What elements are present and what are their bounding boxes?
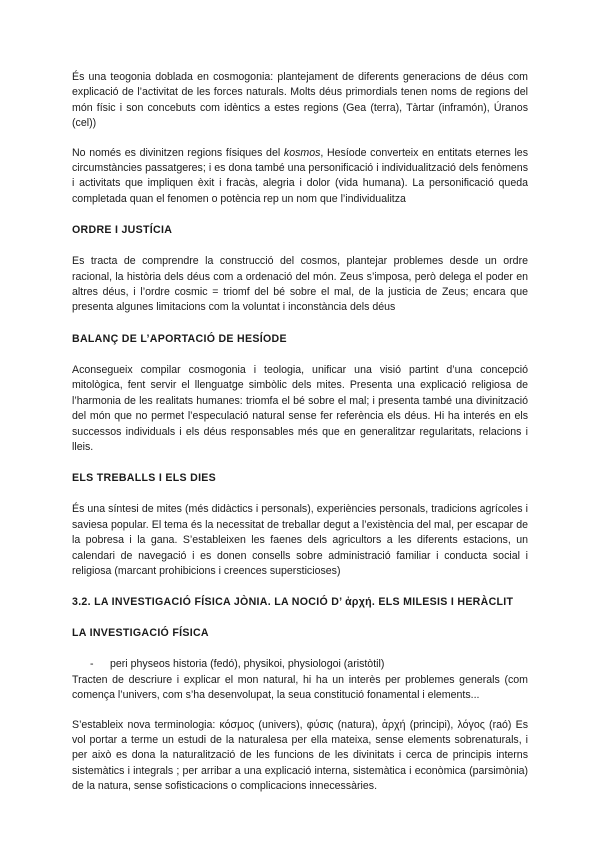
paragraph-terminologia: S’estableix nova terminologia: κόσμος (univers), φύσις (natura), ἀρχή (principi), λόγος (raó) Es vol portar a terme un estudi de la naturalesa per ella mateixa, sense elements sobrenaturals, i per això es dona la naturalització de les funcions de les divinitats i cerca de principis interns sistemàtics i integrals ; per arribar a una explicació interna, sistemàtica i econòmica (parsimònia) de la natura, sense sofisticacions o complicacions innecessàries.	[72, 718, 528, 793]
paragraph-treballs: És una síntesi de mites (més didàctics i personals), experiències personals, tradicions agrícoles i saviesa popular. El tema és la necessitat de treballar degut a l’existència del mal, per escapar de la pobresa i la gana. S’estableixen les faenes dels agricultors a les diferents estacions, un calendari de navegació i es donen consells sobre administració familiar i conducta social i religiosa (marcant prohibicions i creences supersticioses)	[72, 503, 528, 577]
paragraph-balanc: Aconsegueix compilar cosmogonia i teologia, unificar una visió partint d’una concepció mitològica, fent servir el llenguatge simbòlic dels mites. Presenta una explicació religiosa de l’harmonia de les realitats humanes: triomfa el bé sobre el mal; i presenta també una divinització del món que no permet l’especulació natural sense fer referència els déus. Hi ha interés en els successos individuals i els déus responsables més que en generalitzar regularitats, relacions i lleis.	[72, 363, 528, 453]
bullet-item	[72, 657, 528, 672]
heading-investigacio-fisica: LA INVESTIGACIÓ FÍSICA	[72, 627, 209, 640]
bullet-marker: -	[90, 658, 94, 671]
paragraph-descriure: Tracten de descriure i explicar el mon natural, hi ha un interès per problemes generals (com comença l’univers, com s’ha desenvolupat, la seua constitució fonamental i elements...	[72, 673, 528, 702]
heading-ordre-justicia: ORDRE I JUSTÍCIA	[72, 224, 173, 237]
heading-investigacio-jonia: 3.2. LA INVESTIGACIÓ FÍSICA JÒNIA. LA NOCIÓ D’ ἀρχή. ELS MILESIS I HERÀCLIT	[72, 596, 514, 609]
heading-treballs-dies: ELS TREBALLS I ELS DIES	[72, 472, 217, 485]
paragraph-divinitzacio	[72, 146, 528, 208]
paragraph-teogonia: És una teogonia doblada en cosmogonia: plantejament de diferents generacions de déus com explicació de l’activitat de les forces naturals. Molts déus primordials tenen noms de regions del món físic i son concebuts com idèntics a estes regions (Gea (terra), Tàrtar (inframón), Úranos (cel))	[72, 71, 528, 130]
document-page	[72, 70, 528, 795]
bullet-text: peri physeos historia (fedó), physikoi, physiologoi (aristòtil)	[110, 658, 385, 671]
paragraph-divinitzacio-end: , Hesíode converteix en entitats eternes les circumstàncies passatgeres; i es dona també una personificació i individualització dels fenòmens i activitats que impliquen èxit i fracàs, alegria i dolor (vida humana). La personificació queda completada quan el fenomen o potència rep un nom que l’individualitza	[72, 146, 528, 205]
paragraph-divinitzacio-start: No només es divinitzen regions físiques del	[72, 146, 284, 159]
kosmos-italic: kosmos	[283, 146, 321, 159]
paragraph-ordre: Es tracta de comprendre la construcció del cosmos, plantejar problemes desde un ordre racional, la història dels déus com a ordenació del món. Zeus s’imposa, però delega el poder en altres déus, i l’ordre cosmic = triomf del bé sobre el mal, de la justicia de Zeus; encara que presenta algunes limitacions com la voluntat i inconstància dels déus	[72, 255, 528, 314]
heading-balanc: BALANÇ DE L’APORTACIÓ DE HESÍODE	[72, 332, 287, 345]
